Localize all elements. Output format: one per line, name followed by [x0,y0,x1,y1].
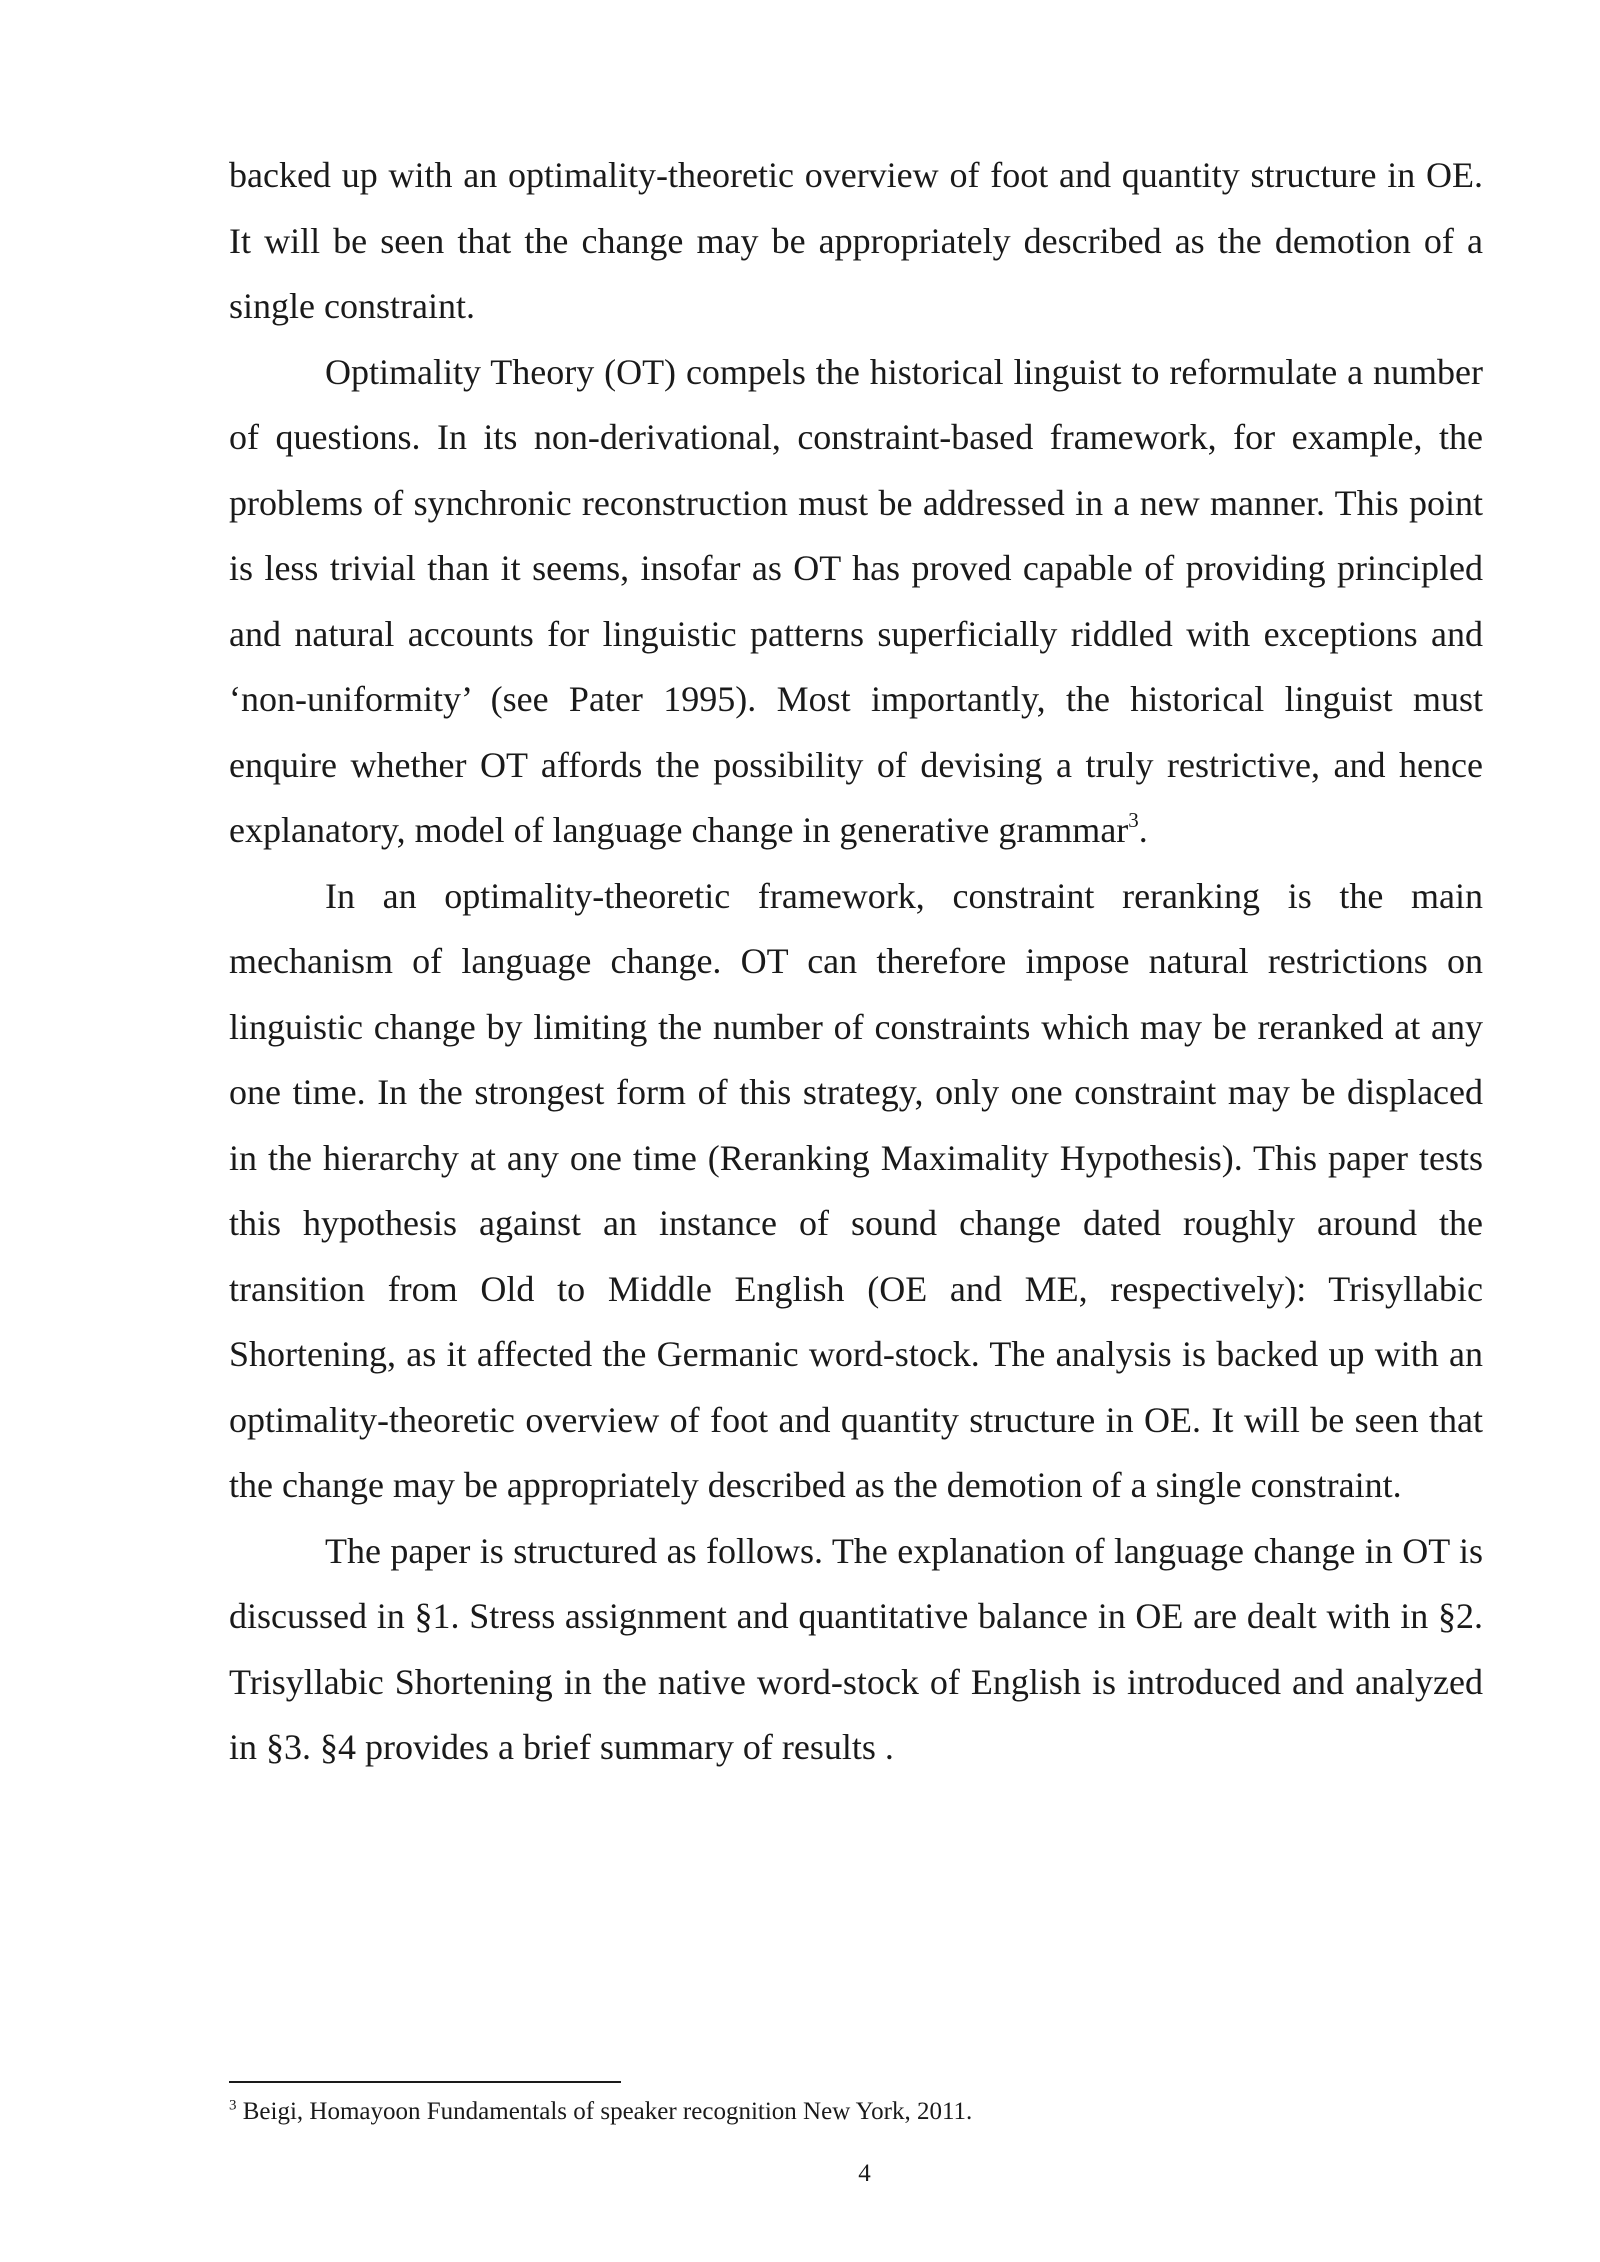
paragraph-text: The paper is structured as follows. The explanation of language change in OT is discussed in §1. Stress assignment and quantitative balance in OE are dealt with in §2. Trisyllabic Shortening in the native word-stock of English is introduced and analyzed in §3. §4 provides a brief summary of results . [229,1530,1483,1767]
paragraph-constraint-reranking [229,864,1483,1519]
footnote-separator [229,2081,621,2083]
paragraph-text: Optimality Theory (OT) compels the historical linguist to reformulate a number of questions. In its non-derivational, constraint-based framework, for example, the problems of synchronic reconstruction must be addressed in a new manner. This point is less trivial than it seems, insofar as OT has proved capable of providing principled and natural accounts for linguistic patterns superficially riddled with exceptions and ‘non-uniformity’ (see Pater 1995). Most importantly, the historical linguist must enquire whether OT affords the possibility of devising a truly restrictive, and hence explanatory, model of language change in generative grammar [229,351,1483,850]
body-text [229,143,1483,1781]
paragraph-text-tail: . [1138,810,1148,850]
footnote-marker: 3 [229,2097,237,2114]
footnote-reference[interactable]: 3 [1128,808,1139,832]
paragraph-text: In an optimality-theoretic framework, constraint reranking is the main mechanism of language change. OT can therefore impose natural restrictions on linguistic change by limiting the number of constraints which may be reranked at any one time. In the strongest form of this strategy, only one constraint may be displaced in the hierarchy at any one time (Reranking Maximality Hypothesis). This paper tests this hypothesis against an instance of sound change dated roughly around the transition from Old to Middle English (OE and ME, respectively): Trisyllabic Shortening, as it affected the Germanic word-stock. The analysis is backed up with an optimality-theoretic overview of foot and quantity structure in OE. It will be seen that the change may be appropriately described as the demotion of a single constraint. [229,875,1483,1505]
paragraph-optimality-theory [229,340,1483,864]
footnote-text: Beigi, Homayoon Fundamentals of speaker recognition New York, 2011. [236,2098,973,2125]
page-number: 4 [858,2160,871,2187]
footnote [229,2094,1483,2130]
paragraph-structure [229,1519,1483,1781]
paragraph-continuation [229,143,1483,340]
paragraph-text: backed up with an optimality-theoretic overview of foot and quantity structure in OE. It will be seen that the change may be appropriately described as the demotion of a single constraint. [229,155,1483,326]
